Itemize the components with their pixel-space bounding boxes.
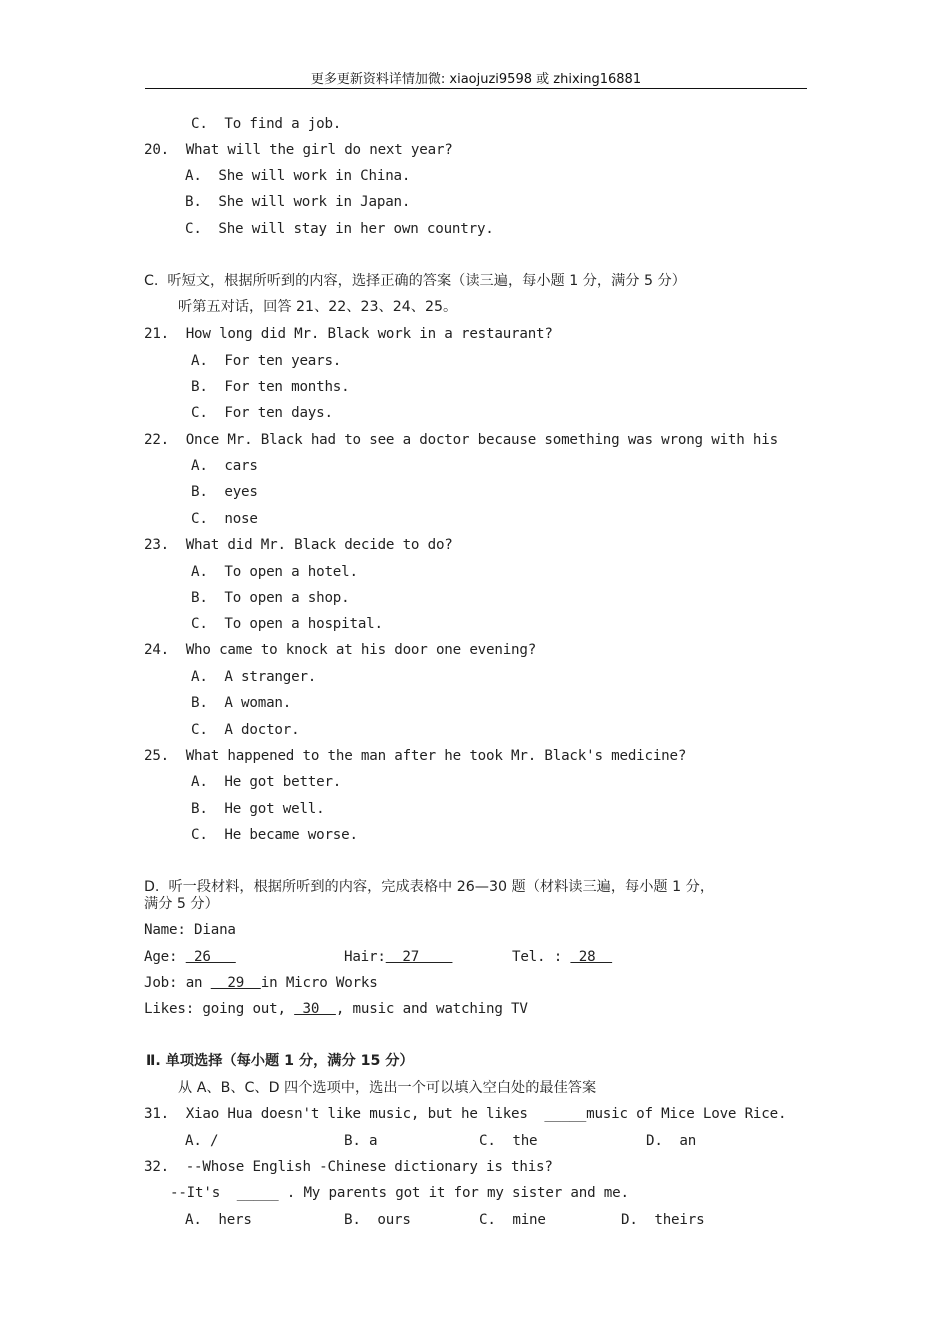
- q32-option-d: D. theirs: [621, 1212, 705, 1228]
- q31-option-c: C. the: [479, 1133, 538, 1149]
- likes-blank: 30: [294, 1001, 336, 1017]
- q24-option-a: A. A stranger.: [191, 669, 317, 685]
- section-d-title: D. 听一段材料，根据所听到的内容，完成表格中 26—30 题（材料读三遍，每小题 1 分，: [144, 879, 715, 895]
- q32-question: 32. --Whose English -Chinese dictionary is this?: [144, 1159, 553, 1175]
- q32-option-a: A. hers: [185, 1212, 252, 1228]
- job-blank: 29: [210, 975, 261, 991]
- q31-option-d: D. an: [646, 1133, 697, 1149]
- form-tel: [512, 948, 612, 966]
- section-c-title: C. 听短文，根据所听到的内容，选择正确的答案（读三遍，每小题 1 分，满分 5 分）: [144, 273, 686, 289]
- job-rest: in Micro Works: [260, 975, 378, 991]
- q20-question: 20. What will the girl do next year?: [144, 142, 453, 158]
- q23-question: 23. What did Mr. Black decide to do?: [144, 537, 453, 553]
- form-likes: [144, 1000, 528, 1018]
- q31-option-b: B. a: [344, 1133, 378, 1149]
- q21-option-b: B. For ten months.: [191, 379, 350, 395]
- part-2-title: Ⅱ. 单项选择（每小题 1 分，满分 15 分）: [146, 1053, 414, 1069]
- q20-option-c: C. She will stay in her own country.: [185, 221, 494, 237]
- q32-option-b: B. ours: [344, 1212, 411, 1228]
- form-age: [144, 948, 236, 966]
- section-d-title-cont: 满分 5 分）: [144, 896, 219, 912]
- q24-question: 24. Who came to knock at his door one evening?: [144, 642, 537, 658]
- q25-option-b: B. He got well.: [191, 801, 325, 817]
- q19-option-c: C. To find a job.: [191, 116, 342, 132]
- q23-option-b: B. To open a shop.: [191, 590, 350, 606]
- q20-option-a: A. She will work in China.: [185, 168, 411, 184]
- hair-label: Hair:: [344, 949, 386, 965]
- q25-option-a: A. He got better.: [191, 774, 342, 790]
- q21-option-c: C. For ten days.: [191, 405, 333, 421]
- form-name: Name: Diana: [144, 922, 236, 938]
- q23-option-c: C. To open a hospital.: [191, 616, 383, 632]
- q25-question: 25. What happened to the man after he took Mr. Black's medicine?: [144, 748, 687, 764]
- q31-option-a: A. /: [185, 1133, 219, 1149]
- q21-question: 21. How long did Mr. Black work in a restaurant?: [144, 326, 553, 342]
- age-label: Age:: [144, 949, 186, 965]
- q22-option-c: C. nose: [191, 511, 258, 527]
- header-divider: [145, 88, 807, 89]
- tel-blank: 28: [570, 949, 613, 965]
- q23-option-a: A. To open a hotel.: [191, 564, 358, 580]
- tel-label: Tel. :: [512, 949, 571, 965]
- q32-answer-line: --It's _____ . My parents got it for my sister and me.: [170, 1185, 629, 1201]
- q22-option-b: B. eyes: [191, 484, 258, 500]
- q22-question: 22. Once Mr. Black had to see a doctor because something was wrong with his: [144, 432, 778, 448]
- likes-label: Likes: going out,: [144, 1001, 295, 1017]
- page-header: 更多更新资料详情加微: xiaojuzi9598 或 zhixing16881: [310, 72, 642, 87]
- part-2-instruction: 从 A、B、C、D 四个选项中，选出一个可以填入空白处的最佳答案: [178, 1080, 597, 1096]
- q32-option-c: C. mine: [479, 1212, 546, 1228]
- q22-option-a: A. cars: [191, 458, 258, 474]
- hair-blank: 27: [385, 949, 453, 965]
- q20-option-b: B. She will work in Japan.: [185, 194, 411, 210]
- q31-question: 31. Xiao Hua doesn't like music, but he likes _____music of Mice Love Rice.: [144, 1106, 787, 1122]
- q25-option-c: C. He became worse.: [191, 827, 358, 843]
- form-job: [144, 974, 378, 992]
- age-blank: 26: [185, 949, 236, 965]
- likes-rest: , music and watching TV: [335, 1001, 528, 1017]
- form-hair: [344, 948, 452, 966]
- q24-option-c: C. A doctor.: [191, 722, 300, 738]
- section-c-instruction: 听第五对话，回答 21、22、23、24、25。: [178, 299, 458, 315]
- q21-option-a: A. For ten years.: [191, 353, 342, 369]
- q24-option-b: B. A woman.: [191, 695, 292, 711]
- job-label: Job: an: [144, 975, 211, 991]
